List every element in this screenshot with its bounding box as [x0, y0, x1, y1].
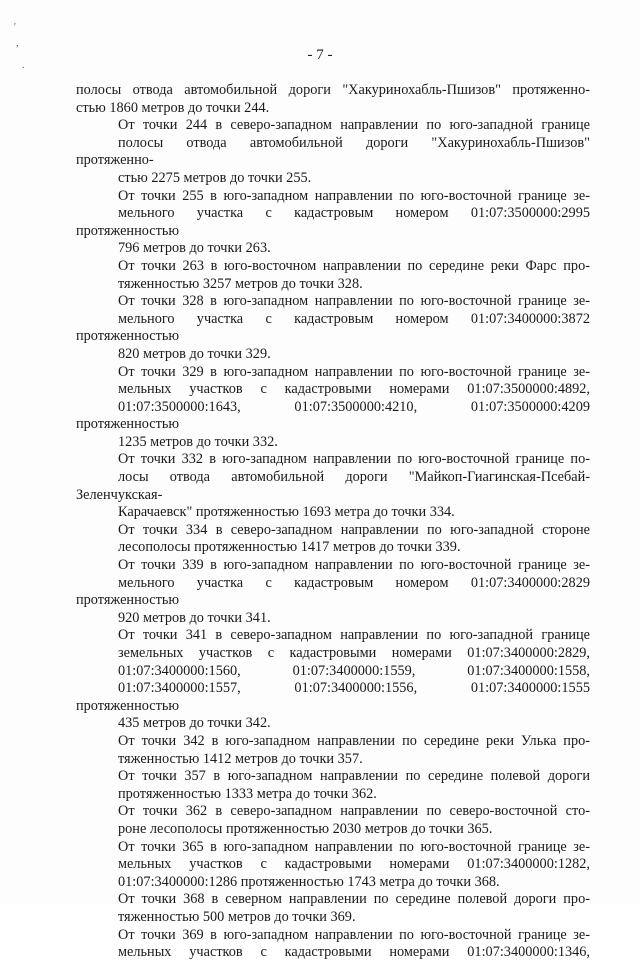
text-line: От точки 342 в юго-западном направлении по середине реки Улька про- — [118, 732, 590, 749]
scan-speck: ' — [14, 22, 16, 33]
text-line: Карачаевск" протяженностью 1693 метра до точки 334. — [118, 504, 455, 521]
paragraph — [76, 839, 590, 892]
text-line: роне лесополосы протяженностью 2030 метров до точки 365. — [118, 820, 493, 837]
text-line: земельных участков с кадастровыми номерами 01:07:3400000:2829, — [118, 645, 590, 661]
text-line: мельного участка с кадастровым номером 01:07:3400000:3872 протяженностью — [76, 310, 590, 345]
paragraph — [76, 258, 590, 293]
text-line: мельных участков с кадастровыми номерами 01:07:3500000:4892, — [118, 381, 590, 398]
text-line: От точки 244 в северо-западном направлении по юго-западной границе — [118, 117, 590, 134]
text-line: мельных участков с кадастровыми номерами 01:07:3400000:1346, — [118, 944, 590, 961]
page-number: - 7 - — [307, 47, 333, 63]
text-line: тяженностью 500 метров до точки 369. — [118, 908, 356, 925]
paragraph — [76, 451, 590, 521]
text-line: От точки 328 в юго-западном направлении по юго-восточной границе зе- — [118, 293, 590, 310]
paragraph — [76, 522, 590, 557]
text-line: От точки 329 в юго-западном направлении по юго-восточной границе зе- — [118, 363, 590, 380]
text-line: От точки 362 в северо-западном направлении по северо-восточной сто- — [118, 803, 590, 820]
text-line: 435 метров до точки 342. — [118, 715, 271, 732]
text-line: От точки 332 в юго-западном направлении по юго-восточной границе по- — [118, 451, 590, 468]
text-line: От точки 334 в северо-западном направлении по юго-западной стороне — [118, 521, 590, 538]
paragraph — [76, 768, 590, 803]
document-body — [76, 82, 590, 962]
text-line: От точки 357 в юго-западном направлении по середине полевой дороги — [118, 768, 590, 785]
paragraph — [76, 557, 590, 627]
text-line: протяженностью 1333 метра до точки 362. — [118, 785, 377, 802]
text-line: От точки 341 в северо-западном направлении по юго-западной границе — [118, 627, 590, 644]
text-line: 01:07:3400000:1560, 01:07:3400000:1559, 01:07:3400000:1558, — [118, 662, 590, 679]
text-line: 01:07:3400000:1286 протяженностью 1743 метра до точки 368. — [118, 873, 500, 890]
paragraph — [76, 188, 590, 258]
paragraph — [76, 364, 590, 452]
paragraph — [76, 927, 590, 962]
text-line: тяженностью 3257 метров до точки 328. — [118, 275, 363, 292]
paragraph — [76, 733, 590, 768]
text-line: От точки 255 в юго-западном направлении по юго-восточной границе зе- — [118, 187, 590, 204]
text-line: мельного участка с кадастровым номером 01:07:3400000:2829 протяженностью — [76, 574, 590, 609]
text-line: От точки 339 в юго-западном направлении по юго-восточной границе зе- — [118, 557, 590, 574]
text-line: полосы отвода автомобильной дороги "Хакуринохабль-Пшизов" протяженно- — [76, 134, 590, 169]
text-line: 820 метров до точки 329. — [118, 345, 271, 362]
text-line: стью 1860 метров до точки 244. — [76, 99, 270, 116]
text-line: 920 метров до точки 341. — [118, 609, 271, 626]
text-line: тяженностью 1412 метров до точки 357. — [118, 750, 363, 767]
text-line: 01:07:3500000:1643, 01:07:3500000:4210, 01:07:3500000:4209 протяженностью — [76, 398, 590, 433]
paragraph — [76, 117, 590, 187]
text-line: мельных участков с кадастровыми номерами 01:07:3400000:1282, — [118, 856, 590, 873]
text-line: лосы отвода автомобильной дороги "Майкоп-Гиагинская-Псебай-Зеленчукская- — [76, 469, 590, 503]
text-line: мельного участка с кадастровым номером 01:07:3500000:2995 протяженностью — [76, 205, 590, 239]
text-line: От точки 369 в юго-западном направлении по юго-восточной границе зе- — [118, 926, 590, 943]
paragraph — [76, 627, 590, 733]
text-line: 01:07:3400000:1557, 01:07:3400000:1556, 01:07:3400000:1555 протяженностью — [76, 680, 590, 714]
scan-speck: . — [22, 60, 25, 71]
text-line: стью 2275 метров до точки 255. — [118, 169, 312, 186]
text-line: От точки 365 в юго-западном направлении по юго-восточной границе зе- — [118, 838, 590, 855]
paragraph — [76, 82, 590, 117]
text-line: лесополосы протяженностью 1417 метров до точки 339. — [118, 539, 461, 556]
text-line: 796 метров до точки 263. — [118, 240, 271, 257]
paragraph — [76, 293, 590, 363]
paragraph — [76, 803, 590, 838]
text-line: От точки 368 в северном направлении по середине полевой дороги про- — [118, 891, 590, 908]
text-line: От точки 263 в юго-восточном направлении по середине реки Фарс про- — [118, 257, 590, 274]
text-line: 1235 метров до точки 332. — [118, 433, 278, 450]
text-line: полосы отвода автомобильной дороги "Хакуринохабль-Пшизов" протяженно- — [76, 82, 590, 98]
paragraph — [76, 891, 590, 926]
scan-speck: , — [16, 38, 19, 49]
